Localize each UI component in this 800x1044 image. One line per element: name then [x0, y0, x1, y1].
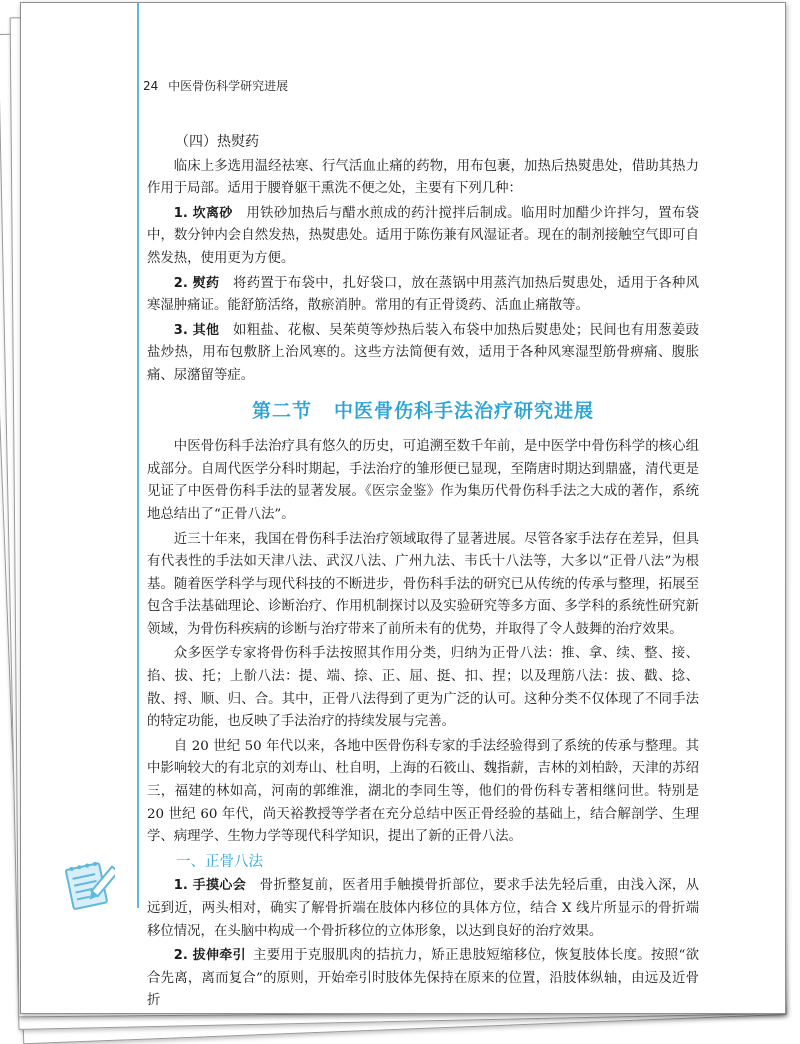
method-item [147, 945, 699, 1013]
method-text: 主要用于克服肌肉的拮抗力，矫正患肢短缩移位，恢复肢体长度。按照“欲合先离，离而复合”的原则，开始牵引时肢体先保持在原来的位置，沿肢体纵轴，由远及近骨折 [147, 948, 700, 1009]
page-number: 24 [143, 79, 159, 93]
subsection-title: 一、正骨八法 [176, 853, 263, 870]
remedy-item [147, 203, 699, 271]
remedy-item [147, 320, 699, 388]
book-page [20, 2, 786, 1014]
intro-paragraph: 临床上多选用温经祛寒、行气活血止痛的药物，用布包裹，加热后热熨患处，借助其热力作用于局部。适用于腰脊躯干熏洗不便之处，主要有下列几种： [147, 158, 699, 197]
margin-rule [137, 3, 139, 908]
section-title [147, 400, 699, 423]
remedy-label: 3. 其他 [173, 322, 220, 338]
remedy-item [147, 273, 699, 318]
running-header [143, 77, 288, 94]
remedy-text: 将药置于布袋中，扎好袋口，放在蒸锅中用蒸汽加热后熨患处，适用于各种风寒湿肿痛证。能舒筋活络，散瘀消肿。常用的有正骨烫药、活血止痛散等。 [147, 275, 699, 314]
body-paragraph: 近三十年来，我国在骨伤科手法治疗领域取得了显著进展。尽管各家手法存在差异，但具有代表性的手法如天津八法、武汉八法、广州九法、韦氏十八法等，大多以“正骨八法”为根基。随着医学科学与现代科技的不断进步，骨伤科手法的研究已从传统的传承与整理，拓展至包含手法基础理论、诊断治疗、作用机制探讨以及实验研究等多方面、多学科的系统性研究新领域，为骨伤科疾病的诊断与治疗带来了前所未有的优势，并取得了令人鼓舞的治疗效果。 [147, 531, 699, 637]
remedy-label: 2. 熨药 [173, 275, 220, 291]
notepad-pencil-icon [59, 856, 115, 912]
method-text: 骨折整复前，医者用手触摸骨折部位，要求手法先轻后重，由浅入深，从远到近，两头相对，确实了解骨折端在肢体内移位的具体方位，结合 X 线片所显示的骨折端移位情况，在头脑中构成一个骨折移位的立体形象，以达到良好的治疗效果。 [147, 878, 700, 939]
remedy-text: 如粗盐、花椒、吴茱萸等炒热后装入布袋中加热后熨患处；民间也有用葱姜豉盐炒热，用布包敷脐上治风寒的。这些方法简便有效，适用于各种风寒湿型筋骨痹痛、腹胀痛、尿潴留等症。 [147, 322, 699, 383]
page-content [147, 131, 699, 1014]
section-name: 中医骨伤科手法治疗研究进展 [334, 399, 595, 422]
method-label: 2. 拔伸牵引 [173, 948, 246, 964]
book-title: 中医骨伤科学研究进展 [168, 79, 289, 93]
method-label: 1. 手摸心会 [173, 878, 247, 894]
section-number: 第二节 [251, 399, 312, 422]
body-paragraph: 中医骨伤科手法治疗具有悠久的历史，可追溯至数千年前，是中医学中骨伤科学的核心组成部分。自周代医学分科时期起，手法治疗的雏形便已显现，至隋唐时期达到鼎盛，清代更是见证了中医骨伤科手法的显著发展。《医宗金鉴》作为集历代骨伤科手法之大成的著作，系统地总结出了“正骨八法”。 [147, 439, 699, 522]
body-paragraph: 自 20 世纪 50 年代以来，各地中医骨伤科专家的手法经验得到了系统的传承与整理。其中影响较大的有北京的刘寿山、杜自明，上海的石筱山、魏指薪，吉林的刘柏龄，天津的苏绍三，福建的林如高，河南的郭维淮，湖北的李同生等，他们的骨伤科专著相继问世。特别是 20 世纪 60 年代，尚天裕教授等学者在充分总结中医正骨经验的基础上，结合解剖学、生理学、病理学、生物力学等现代科学知识，提出了新的正骨八法。 [147, 738, 699, 845]
sub-heading: （四）热熨药 [175, 134, 259, 150]
remedy-text: 用铁砂加热后与醋水煎成的药汁搅拌后制成。临用时加醋少许拌匀，置布袋中，数分钟内会自然发热，热熨患处。适用于陈伤兼有风湿证者。现在的制剂接触空气即可自然发热，使用更为方便。 [147, 205, 700, 266]
body-paragraph: 众多医学专家将骨伤科手法按照其作用分类，归纳为正骨八法：推、拿、续、整、接、掐、拔、托；上骱八法：提、端、捺、正、屈、挺、扣、捏；以及理筋八法：拔、戳、捻、散、捋、顺、归、合。其中，正骨八法得到了更为广泛的认可。这种分类不仅体现了不同手法的特定功能，也反映了手法治疗的持续发展与完善。 [147, 646, 699, 730]
method-item [147, 875, 699, 943]
remedy-label: 1. 坎离砂 [173, 205, 233, 221]
